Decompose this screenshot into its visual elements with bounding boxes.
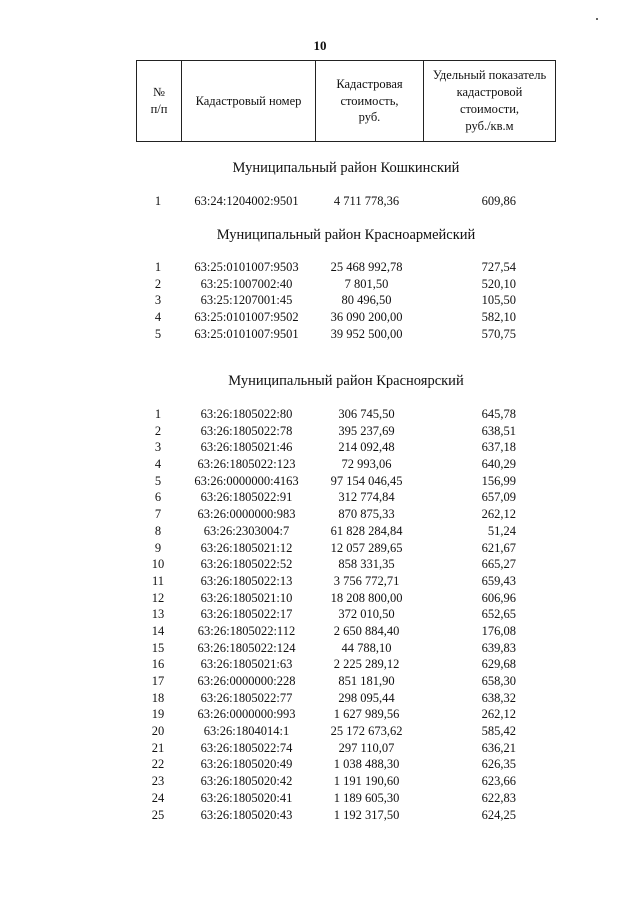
cadastral-value: 372 010,50 [338,607,395,622]
specific-indicator: 624,25 [481,807,516,822]
table-row [136,193,556,210]
cadastral-value: 1 038 488,30 [333,757,400,772]
row-number: 2 [154,276,162,291]
cadastral-number: 63:26:1805020:49 [200,757,293,772]
specific-indicator: 639,83 [481,640,516,655]
table-row [136,292,556,309]
cadastral-number: 63:25:1207001:45 [200,293,293,308]
specific-indicator: 636,21 [481,740,516,755]
row-number: 4 [154,310,162,325]
cadastral-value: 851 181,90 [338,674,395,688]
specific-indicator: 585,42 [481,724,516,739]
table-row [136,309,556,326]
row-number: 6 [154,490,162,505]
cadastral-value: 80 496,50 [341,293,392,308]
cadastral-value: 1 189 605,30 [333,790,400,805]
cadastral-number: 63:26:1804014:1 [203,724,290,739]
header-cadastral-number: Кадастровый номер [182,61,316,141]
table-row [136,326,556,343]
cadastral-value: 3 756 772,71 [333,573,400,588]
cadastral-number: 63:26:1805022:123 [197,457,296,472]
header-specific-indicator: Удельный показатель кадастровой стоимости, руб./кв.м [424,61,556,141]
cadastral-value: 25 468 992,78 [330,260,403,274]
row-number: 12 [151,590,165,605]
section-title-krasnoarmeysky: Муниципальный район Красноармейский [216,227,476,243]
cadastral-value: 39 952 500,00 [330,326,403,341]
row-number: 20 [151,724,165,739]
table-row [136,439,556,456]
cadastral-number: 63:26:1805022:52 [200,557,293,572]
specific-indicator: 623,66 [481,774,516,789]
cadastral-value: 61 828 284,84 [330,523,403,538]
row-number: 15 [151,640,165,655]
cadastral-number: 63:26:1805020:43 [200,807,293,822]
table-row [136,406,556,423]
table-row [136,606,556,623]
cadastral-number: 63:26:1805022:91 [200,490,293,505]
cadastral-number: 63:26:1805022:112 [197,623,296,638]
row-number: 14 [151,623,165,638]
table-row [136,573,556,590]
cadastral-number: 63:26:1805022:77 [200,690,293,705]
table-row [136,656,556,673]
specific-indicator: 626,35 [481,757,516,772]
table-row [136,723,556,740]
specific-indicator: 606,96 [481,590,516,605]
cadastral-number: 63:26:0000000:228 [197,674,296,688]
specific-indicator: 640,29 [481,457,516,472]
specific-indicator: 51,24 [487,523,516,538]
table-header [136,60,556,142]
row-number: 5 [154,473,162,488]
table-row [136,706,556,723]
section-rows-krasnoyarsky [136,406,556,823]
row-number: 3 [154,440,162,455]
row-number: 24 [151,790,165,805]
specific-indicator: 520,10 [481,276,516,291]
specific-indicator: 638,32 [481,690,516,705]
table-row [136,690,556,707]
table-row [136,456,556,473]
specific-indicator: 105,50 [481,293,516,308]
cadastral-value: 1 191 190,60 [333,774,400,789]
cadastral-value: 44 788,10 [341,640,392,655]
row-number: 18 [151,690,165,705]
cadastral-number: 63:26:2303004:7 [203,523,290,538]
cadastral-value: 7 801,50 [344,276,389,291]
cadastral-number: 63:25:0101007:9502 [194,310,299,325]
row-number: 13 [151,607,165,622]
section-title-koshkinsky: Муниципальный район Кошкинский [232,160,460,176]
row-number: 8 [154,523,162,538]
header-cadastral-value: Кадастровая стоимость, руб. [316,61,424,141]
cadastral-number: 63:26:1805021:63 [200,657,293,672]
table-row [136,489,556,506]
table-row [136,423,556,440]
cadastral-number: 63:26:1805021:12 [200,540,293,555]
section-title-krasnoyarsky: Муниципальный район Красноярский [228,373,464,389]
table-row [136,756,556,773]
cadastral-value: 4 711 778,36 [333,194,400,208]
cadastral-value: 312 774,84 [338,490,395,505]
cadastral-value: 25 172 673,62 [330,724,403,739]
section-rows-koshkinsky [136,193,556,210]
specific-indicator: 657,09 [481,490,516,505]
specific-indicator: 658,30 [481,674,516,688]
row-number: 22 [151,757,165,772]
cadastral-value: 858 331,35 [338,557,395,572]
row-number: 3 [154,293,162,308]
cadastral-value: 1 627 989,56 [333,707,400,722]
cadastral-number: 63:26:1805022:78 [200,423,293,438]
table-row [136,506,556,523]
table-row [136,740,556,757]
table-row [136,773,556,790]
table-row [136,473,556,490]
specific-indicator: 622,83 [481,790,516,805]
specific-indicator: 665,27 [481,557,516,572]
row-number: 25 [151,807,165,822]
row-number: 1 [154,194,162,208]
table-row [136,640,556,657]
specific-indicator: 645,78 [481,407,516,421]
scan-speck [596,18,598,20]
cadastral-number: 63:26:1805020:41 [200,790,293,805]
table-row [136,523,556,540]
row-number: 16 [151,657,165,672]
cadastral-value: 72 993,06 [341,457,392,472]
table-row [136,807,556,824]
row-number: 10 [151,557,165,572]
specific-indicator: 629,68 [481,657,516,672]
cadastral-value: 395 237,69 [338,423,395,438]
row-number: 17 [151,674,165,688]
header-num: № п/п [136,61,182,141]
cadastral-value: 97 154 046,45 [330,473,403,488]
specific-indicator: 609,86 [481,194,516,208]
table-row [136,556,556,573]
table-row [136,276,556,293]
table-row [136,673,556,690]
cadastral-number: 63:25:0101007:9503 [194,260,299,274]
row-number: 11 [151,573,165,588]
page-number: 10 [313,38,327,53]
cadastral-number: 63:25:0101007:9501 [194,326,299,341]
specific-indicator: 637,18 [481,440,516,455]
specific-indicator: 652,65 [481,607,516,622]
row-number: 4 [154,457,162,472]
specific-indicator: 638,51 [481,423,516,438]
cadastral-value: 36 090 200,00 [330,310,403,325]
specific-indicator: 621,67 [481,540,516,555]
cadastral-value: 214 092,48 [338,440,395,455]
table-row [136,790,556,807]
cadastral-number: 63:25:1007002:40 [200,276,293,291]
cadastral-number: 63:26:1805022:80 [200,407,293,421]
cadastral-value: 2 225 289,12 [333,657,400,672]
row-number: 1 [154,407,162,421]
cadastral-number: 63:26:0000000:983 [197,507,296,522]
table-row [136,623,556,640]
row-number: 21 [151,740,165,755]
table-row [136,540,556,557]
cadastral-number: 63:24:1204002:9501 [194,194,299,208]
row-number: 19 [151,707,165,722]
row-number: 5 [154,326,162,341]
section-rows-krasnoarmeysky [136,259,556,342]
cadastral-value: 298 095,44 [338,690,395,705]
cadastral-value: 297 110,07 [338,740,395,755]
cadastral-number: 63:26:1805022:17 [200,607,293,622]
specific-indicator: 570,75 [481,326,516,341]
table-row [136,259,556,276]
specific-indicator: 659,43 [481,573,516,588]
cadastral-number: 63:26:1805022:13 [200,573,293,588]
row-number: 1 [154,260,162,274]
cadastral-value: 1 192 317,50 [333,807,400,822]
cadastral-value: 18 208 800,00 [330,590,403,605]
row-number: 7 [154,507,162,522]
row-number: 9 [154,540,162,555]
specific-indicator: 262,12 [481,707,516,722]
row-number: 2 [154,423,162,438]
specific-indicator: 727,54 [481,260,516,274]
cadastral-number: 63:26:1805021:10 [200,590,293,605]
cadastral-value: 2 650 884,40 [333,623,400,638]
specific-indicator: 176,08 [481,623,516,638]
cadastral-number: 63:26:0000000:993 [197,707,296,722]
table-row [136,590,556,607]
cadastral-value: 870 875,33 [338,507,395,522]
cadastral-number: 63:26:1805021:46 [200,440,293,455]
row-number: 23 [151,774,165,789]
specific-indicator: 156,99 [481,473,516,488]
cadastral-number: 63:26:1805020:42 [200,774,293,789]
specific-indicator: 582,10 [481,310,516,325]
specific-indicator: 262,12 [481,507,516,522]
cadastral-number: 63:26:1805022:74 [200,740,293,755]
cadastral-value: 306 745,50 [338,407,395,421]
cadastral-number: 63:26:1805022:124 [197,640,296,655]
cadastral-number: 63:26:0000000:4163 [194,473,299,488]
cadastral-value: 12 057 289,65 [330,540,403,555]
